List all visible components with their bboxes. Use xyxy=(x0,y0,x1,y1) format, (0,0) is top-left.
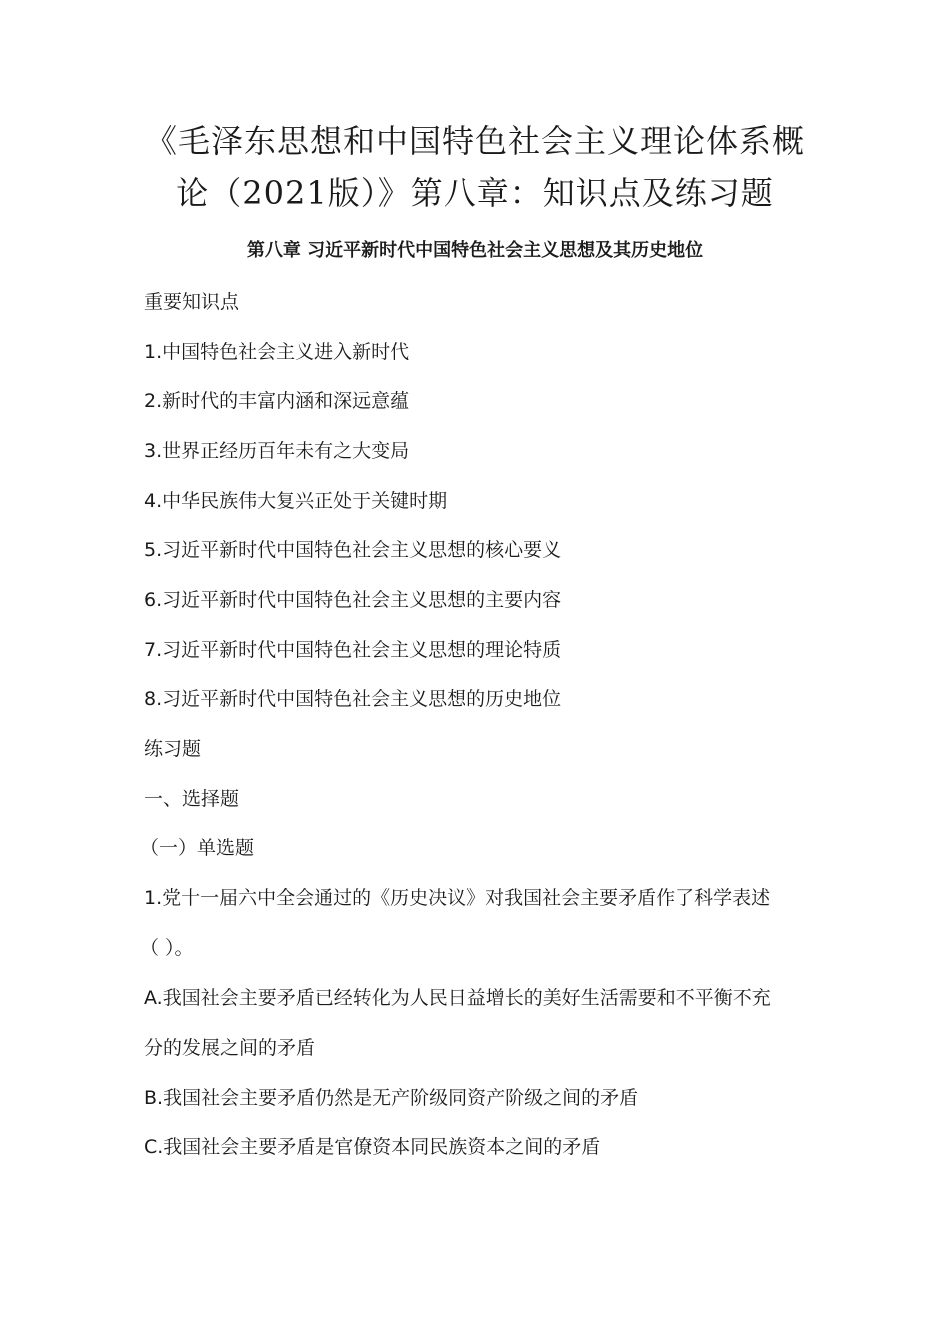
question-1-option-b: B.我国社会主要矛盾仍然是无产阶级同资产阶级之间的矛盾 xyxy=(144,1087,639,1109)
question-1-option-a-line-1: A.我国社会主要矛盾已经转化为人民日益增长的美好生活需要和不平衡不充 xyxy=(144,987,771,1009)
knowledge-point-2: 2.新时代的丰富内涵和深远意蕴 xyxy=(144,390,410,412)
question-1-stem-line-1: 1.党十一届六中全会通过的《历史决议》对我国社会主要矛盾作了科学表述 xyxy=(144,887,771,909)
knowledge-point-5: 5.习近平新时代中国特色社会主义思想的核心要义 xyxy=(144,539,562,561)
knowledge-point-6: 6.习近平新时代中国特色社会主义思想的主要内容 xyxy=(144,589,562,611)
knowledge-point-3: 3.世界正经历百年未有之大变局 xyxy=(144,440,410,462)
subsection-heading: （一）单选题 xyxy=(140,837,255,859)
question-1-option-a-line-2: 分的发展之间的矛盾 xyxy=(144,1037,316,1059)
document-title-line-1: 《毛泽东思想和中国特色社会主义理论体系概 xyxy=(144,122,805,160)
section-heading: 一、选择题 xyxy=(144,788,240,810)
knowledge-point-1: 1.中国特色社会主义进入新时代 xyxy=(144,341,410,363)
question-1-stem-line-2: （ ）。 xyxy=(140,937,194,959)
chapter-heading: 第八章 习近平新时代中国特色社会主义思想及其历史地位 xyxy=(246,240,704,261)
knowledge-point-4: 4.中华民族伟大复兴正处于关键时期 xyxy=(144,490,448,512)
exercises-heading: 练习题 xyxy=(144,738,202,760)
document-title-line-2: 论（2021版）》第八章：知识点及练习题 xyxy=(176,174,774,212)
knowledge-heading: 重要知识点 xyxy=(144,291,240,313)
knowledge-point-7: 7.习近平新时代中国特色社会主义思想的理论特质 xyxy=(144,639,562,661)
document-title xyxy=(100,115,850,219)
knowledge-point-8: 8.习近平新时代中国特色社会主义思想的历史地位 xyxy=(144,688,562,710)
question-1-option-c: C.我国社会主要矛盾是官僚资本同民族资本之间的矛盾 xyxy=(144,1136,601,1158)
